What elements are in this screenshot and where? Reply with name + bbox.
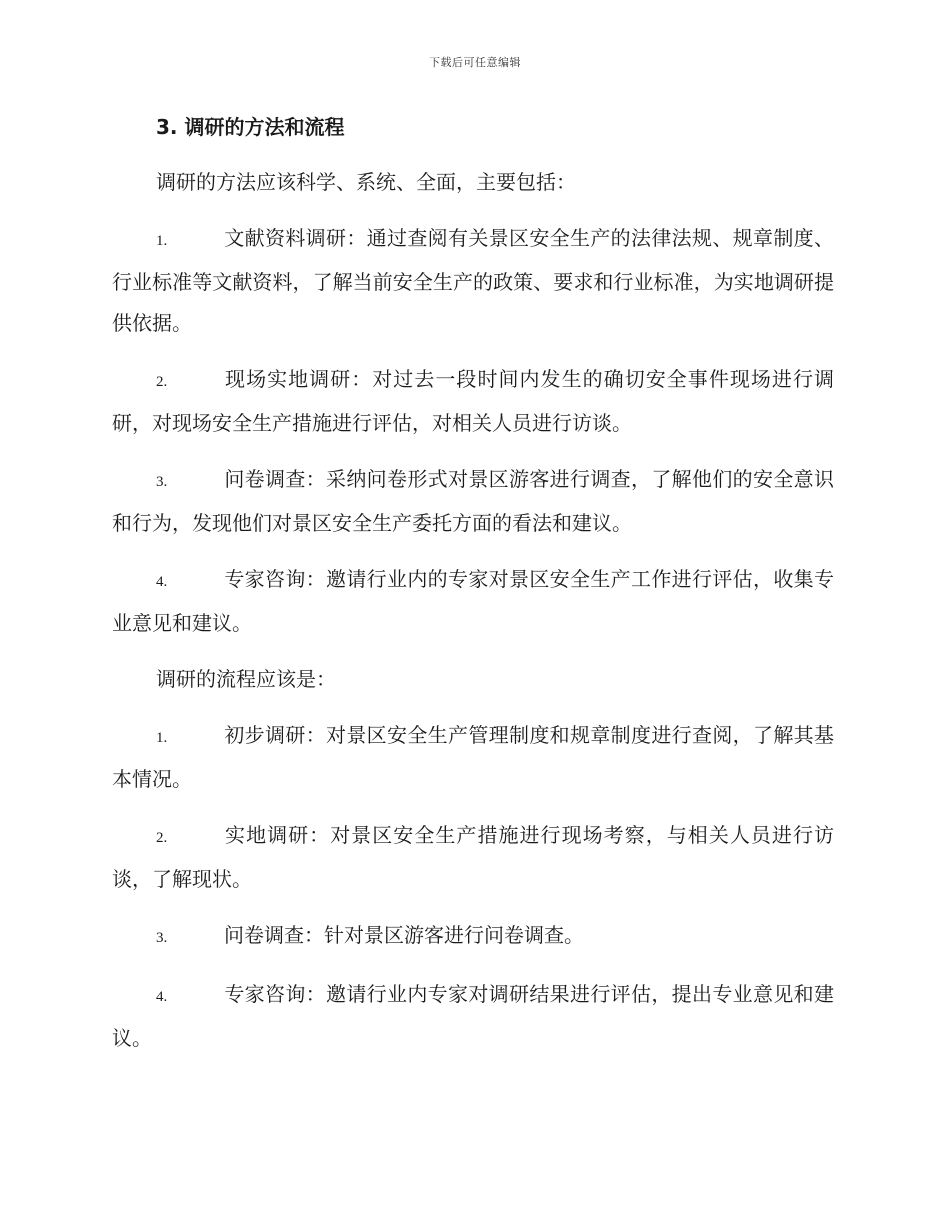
methods-intro: 调研的方法应该科学、系统、全面，主要包括： <box>156 170 576 194</box>
methods-item-2 <box>112 359 834 444</box>
methods-item-1 <box>112 218 834 344</box>
list-item-text: 现场实地调研：对过去一段时间内发生的确切安全事件现场进行调研，对现场安全生产措施进行评估，对相关人员进行访谈。 <box>112 367 834 435</box>
methods-item-3 <box>112 459 834 544</box>
process-item-1 <box>112 715 834 800</box>
list-item-text: 问卷调查：针对景区游客进行问卷调查。 <box>224 923 584 947</box>
process-item-2 <box>112 815 834 900</box>
list-item-text: 专家咨询：邀请行业内专家对调研结果进行评估，提出专业意见和建议。 <box>112 982 834 1050</box>
list-number: 3. <box>156 930 168 946</box>
list-item-text: 文献资料调研：通过查阅有关景区安全生产的法律法规、规章制度、行业标准等文献资料，了解当前安全生产的政策、要求和行业标准，为实地调研提供依据。 <box>112 226 834 335</box>
list-number: 4. <box>156 574 168 590</box>
list-item-text: 初步调研：对景区安全生产管理制度和规章制度进行查阅，了解其基本情况。 <box>112 723 834 791</box>
process-item-3 <box>112 915 834 959</box>
list-item-text: 实地调研：对景区安全生产措施进行现场考察，与相关人员进行访谈，了解现状。 <box>112 823 834 891</box>
list-item-text: 问卷调查：采纳问卷形式对景区游客进行调查，了解他们的安全意识和行为，发现他们对景区安全生产委托方面的看法和建议。 <box>112 467 834 535</box>
list-number: 2. <box>156 830 168 846</box>
list-number: 2. <box>156 374 168 390</box>
list-number: 1. <box>156 730 168 746</box>
section-heading: 3. 调研的方法和流程 <box>156 115 345 139</box>
process-item-4 <box>112 974 834 1059</box>
list-item-text: 专家咨询：邀请行业内的专家对景区安全生产工作进行评估，收集专业意见和建议。 <box>112 567 834 635</box>
process-intro: 调研的流程应该是： <box>156 667 336 691</box>
document-body <box>112 110 834 1074</box>
list-number: 3. <box>156 474 168 490</box>
list-number: 4. <box>156 989 168 1005</box>
page-header: 下载后可任意编辑 <box>429 56 521 69</box>
methods-item-4 <box>112 559 834 644</box>
list-number: 1. <box>156 233 168 249</box>
